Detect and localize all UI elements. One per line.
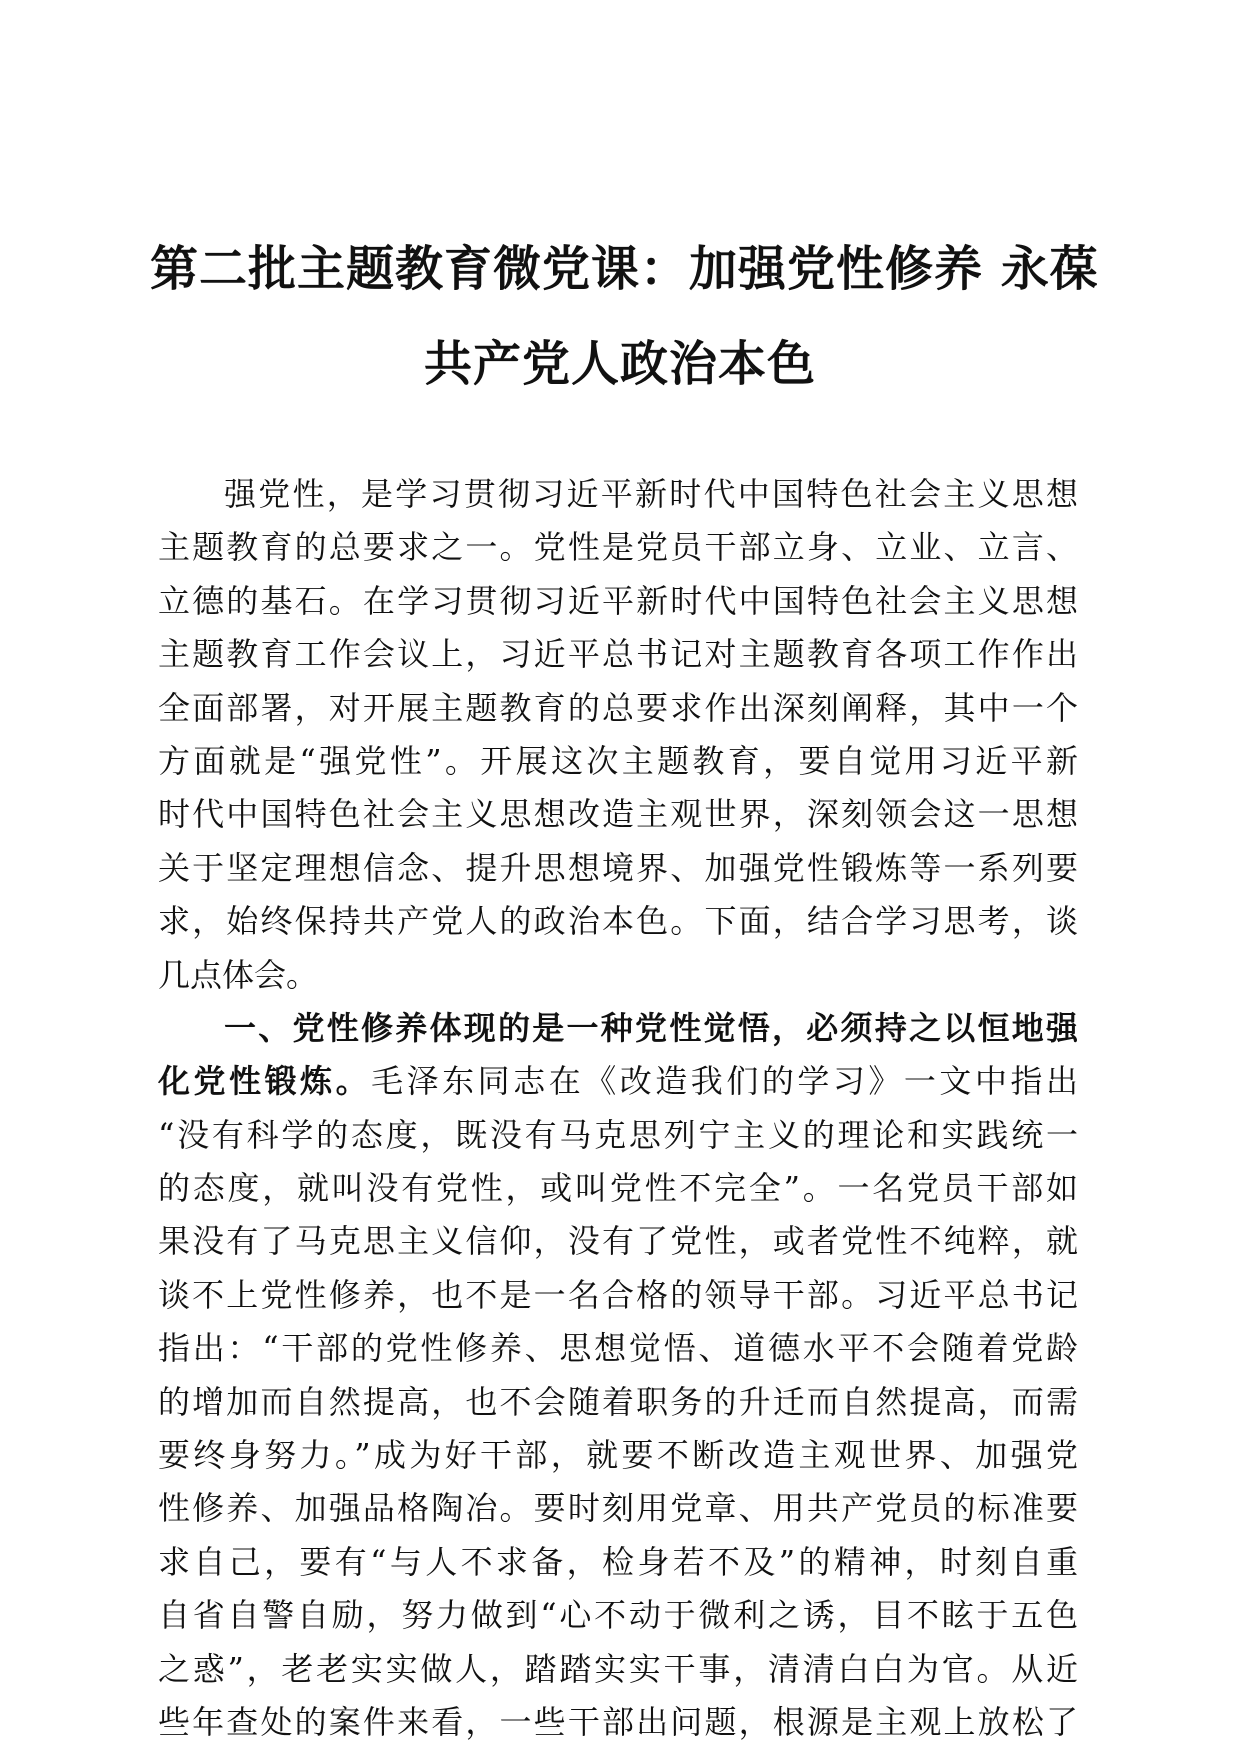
text-line: 立德的基石。在学习贯彻习近平新时代中国特色社会主义思想 [158,581,1078,620]
text-line: 强党性，是学习贯彻习近平新时代中国特色社会主义思想 [224,475,1078,513]
text-line: “没有科学的态度，既没有马克思列宁主义的理论和实践统一 [158,1115,1078,1154]
section-1 [158,1002,1078,1749]
section-heading-line [158,1002,1078,1055]
text-line: 些年查处的案件来看，一些干部出问题，根源是主观上放松了 [158,1702,1078,1741]
text-line: 果没有了马克思主义信仰，没有了党性，或者党性不纯粹，就 [158,1222,1078,1261]
document-body [158,468,1078,1749]
section-heading-end: 化党性锻炼。 [158,1062,372,1101]
title-line-1: 第二批主题教育微党课：加强党性修养 永葆 [150,241,1099,297]
section-heading: 一、党性修养体现的是一种党性觉悟，必须持之以恒地强 [224,1008,1078,1047]
text-line: 自省自警自励，努力做到“心不动于微利之诱，目不眩于五色 [158,1596,1078,1635]
text-line: 的增加而自然提高，也不会随着职务的升迁而自然提高，而需 [158,1382,1078,1421]
text-line: 主题教育工作会议上，习近平总书记对主题教育各项工作作出 [158,635,1078,674]
text-line: 关于坚定理想信念、提升思想境界、加强党性锻炼等一系列要 [158,848,1078,887]
text-line: 主题教育的总要求之一。党性是党员干部立身、立业、立言、 [158,528,1078,567]
text-line: 要终身努力。”成为好干部，就要不断改造主观世界、加强党 [158,1436,1078,1475]
text-line: 全面部署，对开展主题教育的总要求作出深刻阐释，其中一个 [158,688,1078,727]
text-line: 性修养、加强品格陶冶。要时刻用党章、用共产党员的标准要 [158,1489,1078,1528]
text-line: 的态度，就叫没有党性，或叫党性不完全”。一名党员干部如 [158,1169,1078,1208]
document-title [150,222,1099,412]
text-line: 方面就是“强党性”。开展这次主题教育，要自觉用习近平新 [158,741,1078,780]
text-line: 求，始终保持共产党人的政治本色。下面，结合学习思考，谈 [158,902,1078,941]
text-line: 时代中国特色社会主义思想改造主观世界，深刻领会这一思想 [158,795,1078,834]
paragraph-intro [158,468,1078,1002]
text-line: 指出：“干部的党性修养、思想觉悟、道德水平不会随着党龄 [158,1329,1078,1368]
text-line: 求自己，要有“与人不求备，检身若不及”的精神，时刻自重 [158,1542,1078,1581]
text-line [158,1055,1078,1108]
section-text: 毛泽东同志在《改造我们的学习》一文中指出 [371,1062,1078,1101]
title-line-2: 共产党人政治本色 [423,336,816,392]
text-line: 几点体会。 [158,955,319,994]
text-line: 谈不上党性修养，也不是一名合格的领导干部。习近平总书记 [158,1275,1078,1314]
text-line: 之惑”，老老实实做人，踏踏实实干事，清清白白为官。从近 [158,1649,1078,1688]
